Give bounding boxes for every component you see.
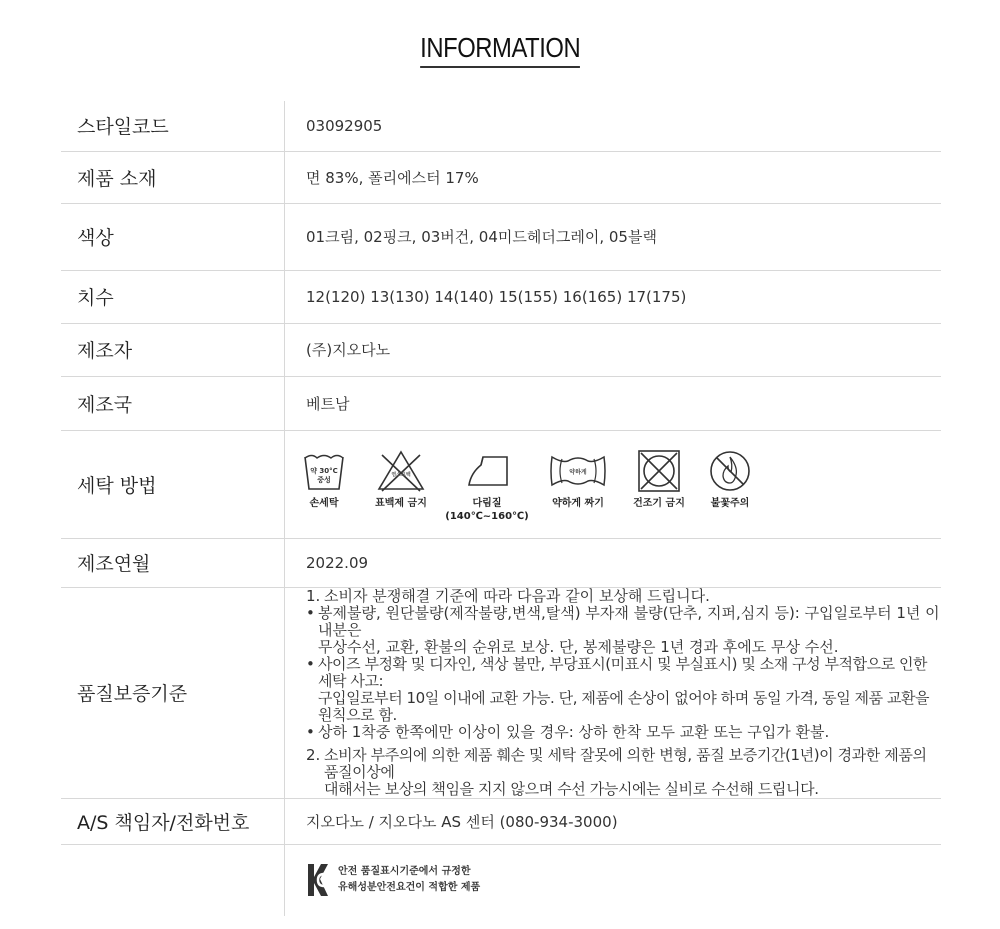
no-bleach-text: 염소표백 <box>391 472 411 478</box>
quality-bullet: • 사이즈 부정확 및 디자인, 색상 불만, 부당표시(미표시 및 부실표시) 및 소재 구성 부적합으로 인한 세탁 사고: 구입일로부터 10일 이내에 교환 가능. 단, 제품에 손상이 없어야 하며 동일 가격, 동일 제품 교환을 원칙으로 함. <box>306 654 930 724</box>
iron-icon <box>463 449 511 493</box>
kc-text-line1: 안전 품질표시기준에서 규정한 <box>338 866 471 878</box>
quality-p2 <box>306 747 941 798</box>
label-quality: 품질보증기준 <box>61 587 285 798</box>
quality-p2-text-b: 대해서는 보상의 책임을 지지 않으며 수선 가능시에는 실비로 수선해 드립니다. <box>324 779 819 798</box>
care-icons <box>306 449 941 523</box>
hand-wash-temp: 약 30°C <box>310 467 338 475</box>
quality-bullet-2b: 구입일로부터 10일 이내에 교환 가능. 단, 제품에 손상이 없어야 하며 동일 가격, 동일 제품 교환을 원칙으로 함. <box>318 688 930 724</box>
row-size <box>61 270 941 323</box>
page-title-wrap <box>0 30 1000 68</box>
label-date: 제조연월 <box>61 538 285 587</box>
care-no-bleach <box>373 449 429 510</box>
info-table <box>61 101 941 916</box>
caption-no-bleach: 표백제 금지 <box>375 498 427 509</box>
row-material <box>61 151 941 203</box>
no-tumble-dry-icon <box>636 449 682 493</box>
value-date: 2022.09 <box>285 538 942 587</box>
label-color: 색상 <box>61 203 285 270</box>
label-size: 치수 <box>61 270 285 323</box>
hand-wash-detergent: 중성 <box>317 476 331 484</box>
gentle-wring-text: 약하게 <box>569 469 587 476</box>
value-manufacturer: (주)지오다노 <box>285 323 942 376</box>
row-style-code <box>61 101 941 151</box>
row-date <box>61 538 941 587</box>
caption-wring: 약하게 짜기 <box>552 498 604 509</box>
label-as: A/S 책임자/전화번호 <box>61 798 285 844</box>
caption-iron <box>445 497 529 523</box>
kc-text <box>338 864 480 896</box>
care-no-fire <box>705 449 755 510</box>
row-quality <box>61 587 941 798</box>
quality-bullet-1b: 무상수선, 교환, 환불의 순위로 보상. 단, 봉제불량은 1년 경과 후에도 무상 수선. <box>318 637 839 656</box>
label-style-code: 스타일코드 <box>61 101 285 151</box>
value-quality <box>285 587 942 798</box>
page-title: INFORMATION <box>420 30 580 68</box>
quality-p2-num: 2. <box>306 745 321 764</box>
value-size: 12(120) 13(130) 14(140) 15(155) 16(165) 17(175) <box>285 270 942 323</box>
quality-p2-text-a: 소비자 부주의에 의한 제품 훼손 및 세탁 잘못에 의한 변형, 품질 보증기간(1년)이 경과한 제품의 품질이상에 <box>324 745 927 781</box>
row-washing <box>61 430 941 538</box>
kc-logo-icon <box>306 860 330 900</box>
caption-iron-line1: 다림질 <box>472 498 502 509</box>
row-kc <box>61 844 941 916</box>
quality-bullet: • 상하 1착중 한쪽에만 이상이 있을 경우: 상하 한착 모두 교환 또는 구입가 환불. <box>306 722 830 741</box>
label-kc-empty <box>61 844 285 916</box>
row-country <box>61 376 941 430</box>
gentle-wring-icon <box>548 449 608 493</box>
label-washing: 세탁 방법 <box>61 430 285 538</box>
value-washing <box>285 430 942 538</box>
no-bleach-icon <box>376 449 426 493</box>
quality-p1-num: 1. <box>306 586 321 605</box>
quality-p1-text: 소비자 분쟁해결 기준에 따라 다음과 같이 보상해 드립니다. <box>324 586 710 605</box>
hand-wash-icon <box>302 449 346 493</box>
label-material: 제품 소재 <box>61 151 285 203</box>
caption-no-fire: 불꽃주의 <box>710 498 750 509</box>
value-country: 베트남 <box>285 376 942 430</box>
care-iron <box>447 449 527 523</box>
quality-bullet: • 봉제불량, 원단불량(제작불량,변색,탈색) 부자재 불량(단추, 지퍼,심지 등): 구입일로부터 1년 이내분은 무상수선, 교환, 환불의 순위로 보상. 단, 봉제불량은 1년 경과 후에도 무상 수선. <box>306 603 940 656</box>
value-color: 01크림, 02핑크, 03버건, 04미드헤더그레이, 05블랙 <box>285 203 942 270</box>
kc-mark <box>306 860 941 900</box>
row-color <box>61 203 941 270</box>
value-material: 면 83%, 폴리에스터 17% <box>285 151 942 203</box>
caption-no-dryer: 건조기 금지 <box>633 498 685 509</box>
care-hand-wash <box>302 449 346 510</box>
quality-bullet-2a: 사이즈 부정확 및 디자인, 색상 불만, 부당표시(미표시 및 부실표시) 및 소재 구성 부적합으로 인한 세탁 사고: <box>318 654 928 690</box>
value-as: 지오다노 / 지오다노 AS 센터 (080-934-3000) <box>285 798 942 844</box>
value-kc <box>285 844 942 916</box>
care-no-dryer <box>627 449 691 510</box>
care-wring <box>545 449 611 510</box>
row-manufacturer <box>61 323 941 376</box>
quality-bullet-1a: 봉제불량, 원단불량(제작불량,변색,탈색) 부자재 불량(단추, 지퍼,심지 등): 구입일로부터 1년 이내분은 <box>318 603 940 639</box>
label-country: 제조국 <box>61 376 285 430</box>
caption-iron-line2: (140℃~160℃) <box>445 511 529 522</box>
quality-bullet-3a: 상하 1착중 한쪽에만 이상이 있을 경우: 상하 한착 모두 교환 또는 구입가 환불. <box>318 722 830 741</box>
caption-hand-wash: 손세탁 <box>309 498 339 509</box>
no-fire-icon <box>708 449 752 493</box>
row-as <box>61 798 941 844</box>
value-style-code: 03092905 <box>285 101 942 151</box>
kc-text-line2: 유해성분안전요건이 적합한 제품 <box>338 882 481 894</box>
label-manufacturer: 제조자 <box>61 323 285 376</box>
quality-p1 <box>306 588 941 605</box>
